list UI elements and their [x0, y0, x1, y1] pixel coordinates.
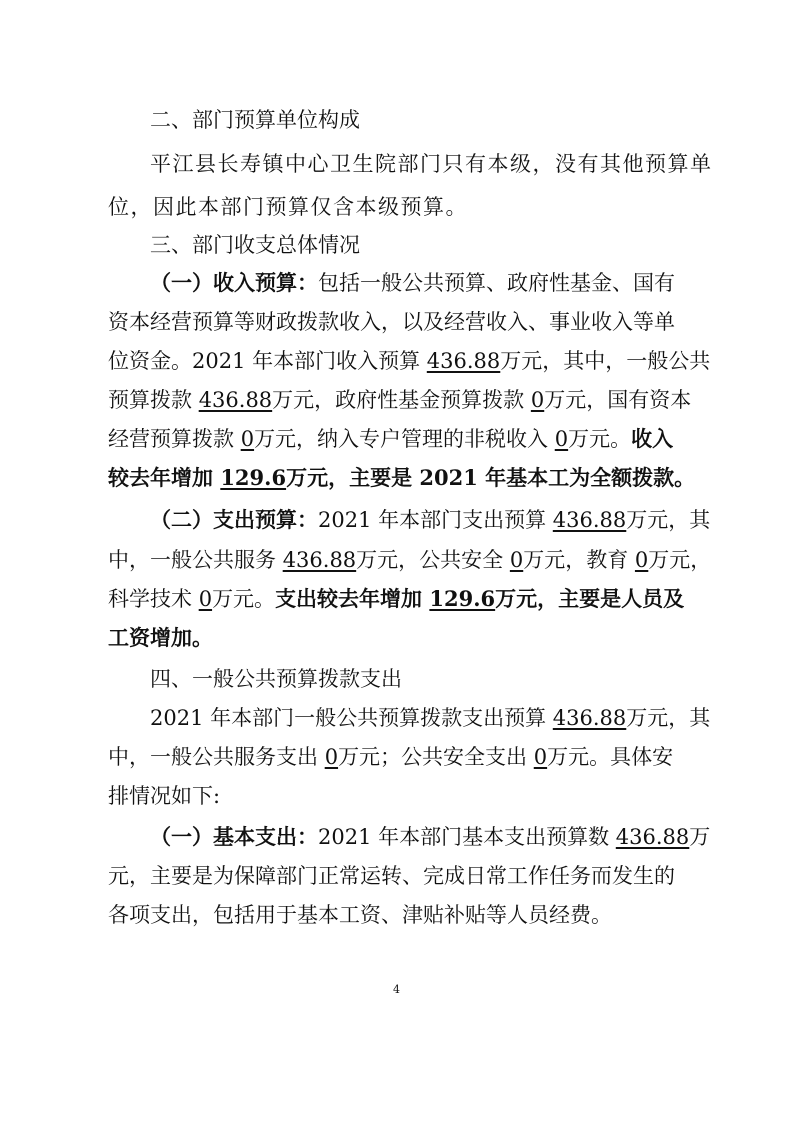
- general-service-expense-value: 0: [324, 745, 339, 769]
- science-value: 0: [198, 587, 213, 611]
- paragraph-line: 预算拨款 436.88万元，政府性基金预算拨款 0万元，国有资本: [108, 388, 692, 412]
- expense-budget-line: （二）支出预算：2021 年本部门支出预算 436.88万元，其: [150, 507, 711, 532]
- paragraph-line: 中，一般公共服务支出 0万元；公共安全支出 0万元。具体安: [108, 745, 674, 769]
- basic-expense-label: （一）基本支出：: [150, 824, 318, 849]
- general-expense-total-value: 436.88: [552, 706, 627, 730]
- basic-expense-line: （一）基本支出：2021 年本部门基本支出预算数 436.88万: [150, 824, 711, 849]
- general-budget-value: 436.88: [198, 388, 273, 412]
- paragraph-line: 排情况如下:: [108, 784, 221, 808]
- income-budget-line: （一）收入预算：包括一般公共预算、政府性基金、国有: [150, 270, 675, 295]
- income-increase-value: 129.6: [220, 465, 287, 490]
- income-change-line: 较去年增加 129.6万元，主要是 2021 年基本工为全额拨款。: [108, 465, 696, 490]
- basic-expense-value: 436.88: [615, 825, 690, 849]
- income-budget-label: （一）收入预算：: [150, 270, 318, 295]
- section-3-heading: 三、部门收支总体情况: [150, 233, 360, 257]
- income-total-value: 436.88: [426, 349, 501, 373]
- public-safety-expense-value: 0: [533, 745, 548, 769]
- section-4-heading: 四、一般公共预算拨款支出: [150, 667, 402, 691]
- paragraph-line: 资本经营预算等财政拨款收入，以及经营收入、事业收入等单: [108, 310, 675, 334]
- capital-budget-value: 0: [240, 427, 255, 451]
- public-safety-value: 0: [509, 548, 524, 572]
- section-2-heading: 二、部门预算单位构成: [150, 108, 360, 132]
- expense-budget-label: （二）支出预算：: [150, 507, 318, 532]
- page-number: 4: [393, 983, 400, 996]
- paragraph-line: 元，主要是为保障部门正常运转、完成日常工作任务而发生的: [108, 864, 675, 888]
- expense-increase-value: 129.6: [429, 586, 496, 611]
- paragraph-line: 平江县长寿镇中心卫生院部门只有本级，没有其他预算单: [150, 152, 713, 176]
- paragraph-line: 位，因此本部门预算仅含本级预算。: [108, 195, 468, 219]
- paragraph-line: 科学技术 0万元。支出较去年增加 129.6万元，主要是人员及: [108, 586, 685, 611]
- expense-total-value: 436.88: [552, 508, 627, 532]
- general-service-value: 436.88: [282, 548, 357, 572]
- paragraph-line: 工资增加。: [108, 625, 213, 650]
- paragraph-line: 经营预算拨款 0万元，纳入专户管理的非税收入 0万元。收入: [108, 426, 674, 451]
- paragraph-line: 2021 年本部门一般公共预算拨款支出预算 436.88万元，其: [150, 706, 711, 730]
- paragraph-line: 各项支出，包括用于基本工资、津贴补贴等人员经费。: [108, 903, 612, 927]
- paragraph-line: 中，一般公共服务 436.88万元，公共安全 0万元，教育 0万元，: [108, 548, 712, 572]
- education-value: 0: [634, 548, 649, 572]
- nontax-value: 0: [554, 427, 569, 451]
- paragraph-line: 位资金。2021 年本部门收入预算 436.88万元，其中，一般公共: [108, 349, 711, 373]
- fund-value: 0: [530, 388, 545, 412]
